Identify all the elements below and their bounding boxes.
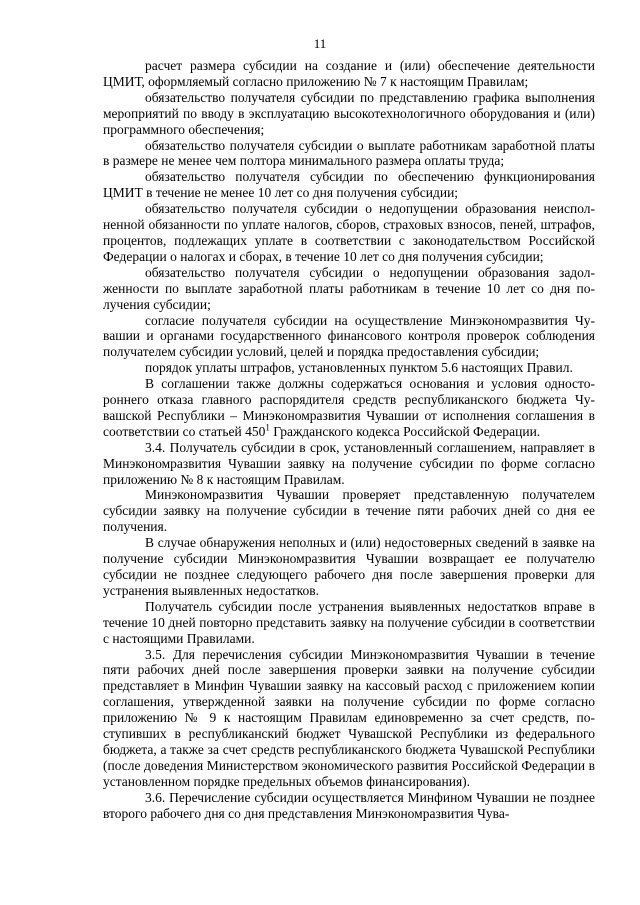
document-body: [103, 58, 595, 822]
paragraph-3-6: 3.6. Перечисление субсидии осуществляется Минфином Чувашии не позднее второго рабочего дня со дня представления Минэкономразвития Чува-: [103, 789, 595, 821]
paragraph-3-4: 3.4. Получатель субсидии в срок, установленный соглашением, направляет в Минэкономразвития Чувашии заявку на получение субсидии по форме согласно приложению № 8 к настоящим Правилам.: [103, 439, 595, 487]
paragraph-calculation: расчет размера субсидии на создание и (или) обеспечение деятельности ЦМИТ, оформляемый согласно приложению № 7 к настоящим Правилам;: [103, 58, 595, 89]
paragraph-fines-procedure: порядок уплаты штрафов, установленных пунктом 5.6 настоящих Правил.: [145, 360, 573, 376]
paragraph-3-5: 3.5. Для перечисления субсидии Минэкономразвития Чувашии в течение пяти рабочих дней после завершения проверки заявки на получение субсидии представляет в Минфин Чувашии заявку на кассовый расход с приложением копии соглашения, утвержденной заявки на получение субсидии по форме согласно приложению № 9 к настоящим Правилам единовременно за счет средств, поступивших в республиканский бюджет Чувашской Республики из федерального бюджета, а также за счет средств республиканского бюджета Чувашской Республики (после доведения Министерством экономического развития Российской Федерации в установленном порядке предельных объемов финансирования).: [103, 646, 595, 789]
paragraph-schedule-obligation: обязательство получателя субсидии по представлению графика выполнения мероприятий по вводу в эксплуатацию высокотехнологичного оборудования и (или) программного обеспечения;: [103, 89, 595, 137]
paragraph-application-check: Минэкономразвития Чувашии проверяет представленную получателем субсидии заявку на получение субсидии в течение пяти рабочих дней со дня ее получения.: [103, 487, 595, 535]
page-number: 11: [313, 36, 327, 51]
paragraph-inspection-consent: согласие получателя субсидии на осуществление Минэкономразвития Чувашии и органами государственного финансового контроля проверок соблюдения получателем субсидии условий, целей и порядка предоставления субсидии;: [103, 312, 595, 360]
article-superscript: 1: [265, 422, 270, 433]
paragraph-unilateral-refusal-tail: Гражданского кодекса Российской Федерации.: [269, 423, 541, 439]
paragraph-tax-obligation: обязательство получателя субсидии о недопущении образования неисполненной обязанности по уплате налогов, сборов, страховых взносов, пеней, штрафов, процентов, подлежащих уплате в соответствии с законодательством Российской Федерации о налогах и сборах, в течение 10 лет со дня получения субсидии;: [103, 201, 595, 264]
paragraph-wage-debt-obligation: обязательство получателя субсидии о недопущении образования задолженности по выплате заработной платы работникам в течение 10 лет со дня получения субсидии;: [103, 264, 595, 312]
paragraph-operation-obligation: обязательство получателя субсидии по обеспечению функционирования ЦМИТ в течение не менее 10 лет со дня получения субсидии;: [103, 169, 595, 201]
paragraph-salary-obligation: обязательство получателя субсидии о выплате работникам заработной платы в размере не менее чем полтора минимального размера оплаты труда;: [103, 137, 595, 169]
paragraph-unilateral-refusal: [103, 376, 595, 440]
paragraph-incomplete-data: В случае обнаружения неполных и (или) недостоверных сведений в заявке на получение субсидии Минэкономразвития Чувашии возвращает ее получателю субсидии не позднее следующего рабочего дня после завершения проверки для устранения выявленных недостатков.: [103, 535, 595, 598]
paragraph-resubmission: Получатель субсидии после устранения выявленных недостатков вправе в течение 10 дней повторно представить заявку на получение субсидии в соответствии с настоящими Правилами.: [103, 598, 595, 646]
paragraph-unilateral-refusal-text: В соглашении также должны содержаться основания и условия одностороннего отказа главного распорядителя средств республиканского бюджета Чувашской Республики – Минэкономразвития Чувашии от исполнения соглашения в соответствии со статьей 450: [103, 376, 595, 439]
